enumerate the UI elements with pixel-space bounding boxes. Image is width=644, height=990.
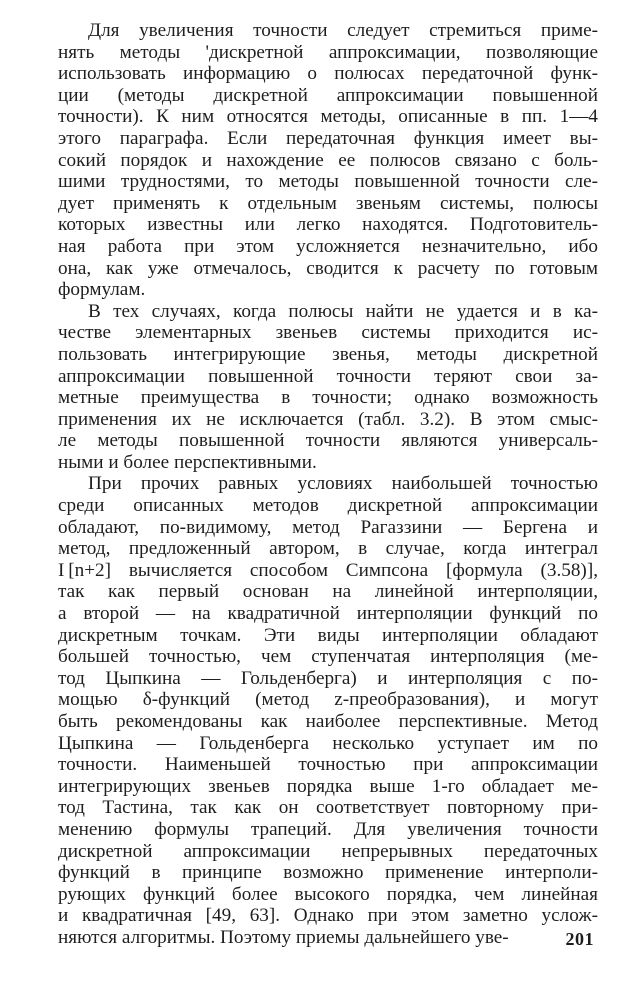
text-line: ле методы повышенной точности являются универсаль-: [58, 430, 598, 452]
text-line: точности). К ним относятся методы, описанные в пп. 1—4: [58, 106, 598, 128]
text-line: быть рекомендованы как наиболее перспективные. Метод: [58, 711, 598, 732]
text-line: мощью δ-функций (метод z-преобразования), и могут: [58, 689, 598, 711]
text-line: ции (методы дискретной аппроксимации повышенной: [58, 84, 598, 106]
page-number: 201: [565, 929, 594, 949]
text-line: тод Тастина, так как он соответствует повторному при-: [58, 797, 598, 819]
text-line: метод, предложенный автором, в случае, когда интеграл: [58, 538, 598, 560]
text-line: ными и более перспективными.: [58, 451, 317, 473]
text-line: использовать информацию о полюсах передаточной функ-: [58, 63, 598, 85]
text-line: дискретным точкам. Эти виды интерполяции обладают: [58, 624, 598, 646]
text-line: метные преимущества в точности; однако возможность: [58, 387, 598, 409]
paragraph-2: [58, 301, 598, 474]
text-line: большей точностью, чем ступенчатая интерполяция (ме-: [58, 646, 598, 668]
text-line: и квадратичная [49, 63]. Однако при этом заметно услож-: [58, 905, 598, 927]
text-line: честве элементарных звеньев системы приходится ис-: [58, 322, 598, 344]
text-line: нять методы 'дискретной аппроксимации, позволяющие: [58, 41, 598, 63]
text-line: Для увеличения точности следует стремиться приме-: [88, 20, 598, 41]
text-line: няются алгоритмы. Поэтому приемы дальнейшего уве-: [58, 926, 509, 948]
text-line: ная работа при этом усложняется незначительно, ибо: [58, 235, 598, 257]
text-line: При прочих равных условиях наибольшей точностью: [88, 473, 598, 495]
body-text: [58, 20, 598, 949]
text-line: тод Цыпкина — Гольденберга) и интерполяция с по-: [58, 667, 598, 689]
book-page: [58, 20, 598, 980]
text-line: I [n+2] вычисляется способом Симпсона [формула (3.58)],: [58, 559, 598, 581]
text-line: этого параграфа. Если передаточная функция имеет вы-: [58, 127, 598, 149]
paragraph-1: [58, 20, 598, 301]
text-line: применения их не исключается (табл. 3.2). В этом смыс-: [58, 408, 598, 430]
text-line: она, как уже отмечалось, сводится к расчету по готовым: [58, 257, 598, 279]
text-line: обладают, по-видимому, метод Рагаззини — Бергена и: [58, 516, 598, 538]
text-line: сокий порядок и нахождение ее полюсов связано с боль-: [58, 149, 598, 171]
text-line: так как первый основан на линейной интерполяции,: [58, 581, 598, 603]
text-line: которых известны или легко находятся. Подготовитель-: [58, 214, 598, 236]
text-line: дует применять к отдельным звеньям системы, полюсы: [58, 192, 598, 214]
text-line: функций в принципе возможно применение интерполи-: [58, 862, 598, 884]
text-line: а второй — на квадратичной интерполяции функций по: [58, 603, 598, 625]
text-line: точности. Наименьшей точностью при аппроксимации: [58, 754, 598, 776]
text-line: пользовать интегрирующие звенья, методы дискретной: [58, 343, 598, 365]
text-line: Цыпкина — Гольденберга несколько уступает им по: [58, 732, 598, 754]
text-line: среди описанных методов дискретной аппроксимации: [58, 495, 598, 517]
text-line: интегрирующих звеньев порядка выше 1-го обладает ме-: [58, 775, 598, 797]
text-line: шими трудностями, то методы повышенной точности сле-: [58, 171, 598, 193]
text-line: В тех случаях, когда полюсы найти не удается и в ка-: [88, 300, 598, 322]
text-line: аппроксимации повышенной точности теряют свои за-: [58, 365, 598, 387]
paragraph-3: [58, 473, 598, 948]
text-line: дискретной аппроксимации непрерывных передаточных: [58, 840, 598, 862]
text-line: формулам.: [58, 279, 146, 301]
text-line: менению формулы трапеций. Для увеличения точности: [58, 818, 598, 840]
text-line: рующих функций более высокого порядка, чем линейная: [58, 883, 598, 905]
